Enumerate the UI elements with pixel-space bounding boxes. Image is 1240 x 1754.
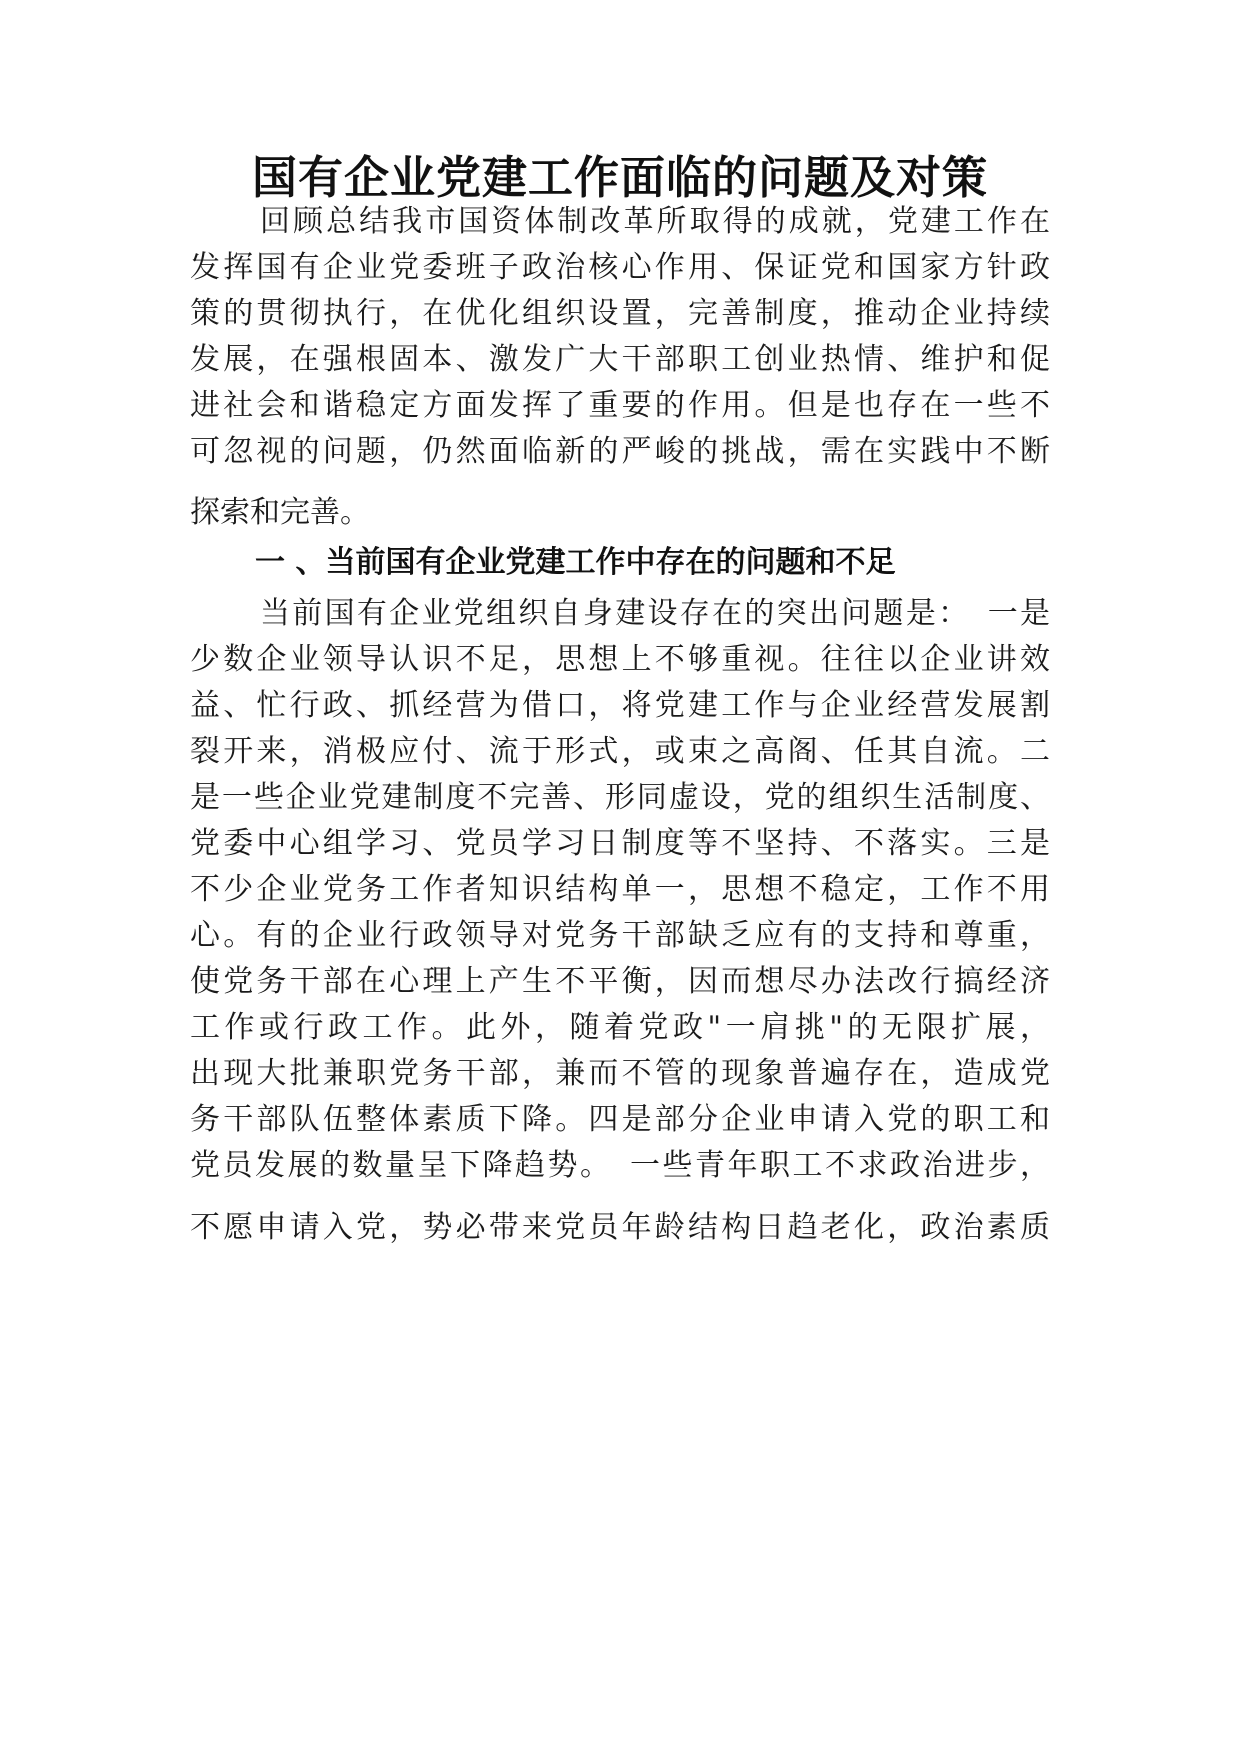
paragraph-line: 是一些企业党建制度不完善、形同虚设，党的组织生活制度、 [190, 780, 1050, 815]
paragraph-line: 党委中心组学习、党员学习日制度等不坚持、不落实。三是 [190, 826, 1050, 861]
paragraph-line: 发展，在强根固本、激发广大干部职工创业热情、维护和促 [190, 342, 1050, 377]
paragraph-line: 不愿申请入党，势必带来党员年龄结构日趋老化，政治素质 [190, 1210, 1050, 1245]
paragraph-line: 工作或行政工作。此外，随着党政"一肩挑"的无限扩展， [190, 1010, 1050, 1045]
paragraph-line: 探索和完善。 [190, 495, 370, 530]
paragraph-line: 不少企业党务工作者知识结构单一，思想不稳定，工作不用 [190, 872, 1050, 907]
paragraph-line: 使党务干部在心理上产生不平衡，因而想尽办法改行搞经济 [190, 964, 1050, 999]
paragraph-line: 务干部队伍整体素质下降。四是部分企业申请入党的职工和 [190, 1102, 1050, 1137]
paragraph-line: 出现大批兼职党务干部，兼而不管的现象普遍存在，造成党 [190, 1056, 1050, 1091]
paragraph-line: 可忽视的问题，仍然面临新的严峻的挑战，需在实践中不断 [190, 434, 1050, 469]
paragraph-line: 裂开来，消极应付、流于形式，或束之高阁、任其自流。二 [190, 734, 1050, 769]
paragraph-line: 心。有的企业行政领导对党务干部缺乏应有的支持和尊重， [190, 918, 1050, 953]
paragraph-line: 发挥国有企业党委班子政治核心作用、保证党和国家方针政 [190, 250, 1050, 285]
document-title: 国有企业党建工作面临的问题及对策 [251, 151, 988, 204]
paragraph-line: 策的贯彻执行，在优化组织设置，完善制度，推动企业持续 [190, 296, 1050, 331]
paragraph-line: 益、忙行政、抓经营为借口，将党建工作与企业经营发展割 [190, 688, 1050, 723]
paragraph-line: 少数企业领导认识不足，思想上不够重视。往往以企业讲效 [190, 642, 1050, 677]
paragraph-line: 党员发展的数量呈下降趋势。 一些青年职工不求政治进步， [190, 1148, 1050, 1183]
paragraph-line: 当前国有企业党组织自身建设存在的突出问题是： 一是 [260, 596, 1050, 631]
paragraph-line: 回顾总结我市国资体制改革所取得的成就，党建工作在 [260, 204, 1050, 239]
section-heading: 一 、当前国有企业党建工作中存在的问题和不足 [255, 545, 896, 580]
paragraph-line: 进社会和谐稳定方面发挥了重要的作用。但是也存在一些不 [190, 388, 1050, 423]
